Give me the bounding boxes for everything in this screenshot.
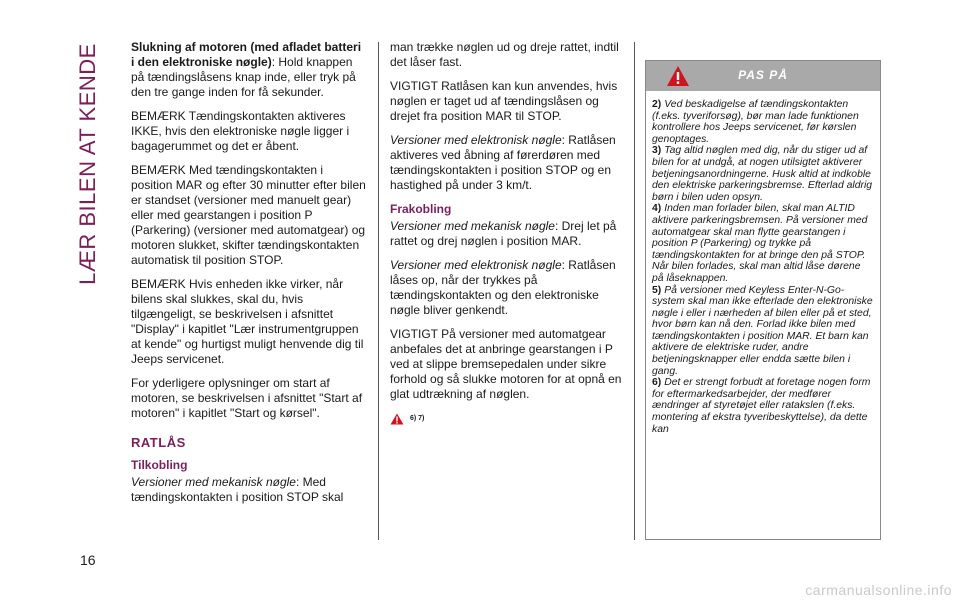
warning-item: 4) Inden man forlader bilen, skal man ALTID aktivere parkeringsbremsen. På versioner med automatgear skal man flytte gearstangen i position P (Parkering) og trykke på tændingskontakten for at bringe den på STOP. Når bilen forlades, skal man altid låse dørene på låseknappen. xyxy=(652,203,868,284)
important-steering-lock: VIGTIGT Ratlåsen kan kun anvendes, hvis nøglen er taget ud af tændingslåsen og drejet fra position MAR til STOP. xyxy=(390,79,618,123)
column-divider-1 xyxy=(378,42,379,540)
paragraph-mechanical-key-unlock: Versioner med mekanisk nøgle: Drej let på rattet og drej nøglen i position MAR. xyxy=(390,219,617,248)
warning-box-header xyxy=(646,61,880,91)
page-number: 16 xyxy=(80,552,96,568)
subheading-tilkobling: Tilkobling xyxy=(131,458,188,472)
watermark: carmanualsonline.info xyxy=(805,582,952,598)
paragraph-turn-wheel: man trække nøglen ud og dreje rattet, indtil det låser fast. xyxy=(390,40,619,69)
note-device-failure: BEMÆRK Hvis enheden ikke virker, når bilens skal slukkes, skal du, hvis tilgængeligt, se beskrivelsen i afsnittet "Display" i kapitlet "Lær instrumentgruppen at kende" og hurtigst muligt henvende dig til Jeeps servicenet. xyxy=(131,277,364,366)
warning-item: 2) Ved beskadigelse af tændingskontakten (f.eks. tyveriforsøg), bør man lade funktionen kontrollere hos Jeeps servicenet, før kørslen genoptages. xyxy=(652,99,859,145)
note-ignition-auto-stop: BEMÆRK Med tændingskontakten i position MAR og efter 30 minutter efter bilen er standset (versioner med manuelt gear) eller med gearstangen i position P (Parkering) (versioner med automatgear) og motoren slukket, skifter tændingskontakten automatisk til position STOP. xyxy=(131,163,366,267)
section-heading-ratlas: RATLÅS xyxy=(131,435,186,450)
chapter-title xyxy=(68,44,108,284)
subheading-frakobling: Frakobling xyxy=(390,202,452,216)
paragraph-battery-shutdown: Slukning af motoren (med afladet batteri i den elektroniske nøgle): Hold knappen på tændingslåsens knap inde, eller tryk på den tre gange inden for få sekunder. xyxy=(131,40,362,99)
warning-refs-text: 6) 7) xyxy=(410,415,425,422)
paragraph-mechanical-key: Versioner med mekanisk nøgle: Med tændingskontakten i position STOP skal xyxy=(131,475,344,504)
column-divider-2 xyxy=(634,42,635,540)
warning-item: 5) På versioner med Keyless Enter-N-Go-system skal man ikke efterlade den elektroniske nøgle i eller i nærheden af bilen eller på et sted, hvor børn kan nå den. Forlad ikke bilen med tændingskontakten i position MAR. Et barn kan aktivere de elektriske ruder, andre betjeningsknapper eller endda sætte bilen i gang. xyxy=(652,284,873,377)
warning-triangle-icon xyxy=(390,413,404,425)
text-column-1 xyxy=(131,40,367,514)
important-automatic-gear: VIGTIGT På versioner med automatgear anbefales det at anbringe gearstangen i P ved at slippe bremsepedalen under sikre forhold og så slukke motoren for at opnå en glat udtrækning af nøglen. xyxy=(390,327,622,401)
warning-item: 6) Det er strengt forbudt at foretage nogen form for eftermarkedsarbejder, der medfører ændringer af styretøjet eller ratakslen (f.eks. montering af ekstra tyveribeskyttelse), da dette kan xyxy=(652,377,871,435)
paragraph-electronic-key-unlock: Versioner med elektronisk nøgle: Ratlåsen låses op, når der trykkes på tændingskontakten og den elektroniske nøgle bliver genkendt. xyxy=(390,258,616,317)
warning-box xyxy=(645,60,881,540)
warning-reference xyxy=(390,411,624,426)
warning-item: 3) Tag altid nøglen med dig, når du stiger ud af bilen for at undgå, at nogen utilsigtet aktiverer betjeningsanordningerne. Husk altid at indkoble den elektriske parkeringsbremse. Efterlad aldrig børn i bilen uden opsyn. xyxy=(652,145,873,203)
paragraph-electronic-key-lock: Versioner med elektronisk nøgle: Ratlåsen aktiveres ved åbning af førerdøren med tændingskontakten i position STOP og en hastighed på under 3 km/t. xyxy=(390,133,616,192)
note-ignition-trunk: BEMÆRK Tændingskontakten aktiveres IKKE, hvis den elektroniske nøgle ligger i bagagerummet og det er åbent. xyxy=(131,109,350,153)
warning-box-body xyxy=(646,91,880,435)
text-column-2 xyxy=(390,40,624,426)
warning-box-title: PAS PÅ xyxy=(738,68,788,82)
chapter-title-text: LÆR BILEN AT KENDE xyxy=(75,43,100,285)
paragraph-more-info: For yderligere oplysninger om start af motoren, se beskrivelsen i afsnittet "Start af motoren" i kapitlet "Start og kørsel". xyxy=(131,376,363,420)
